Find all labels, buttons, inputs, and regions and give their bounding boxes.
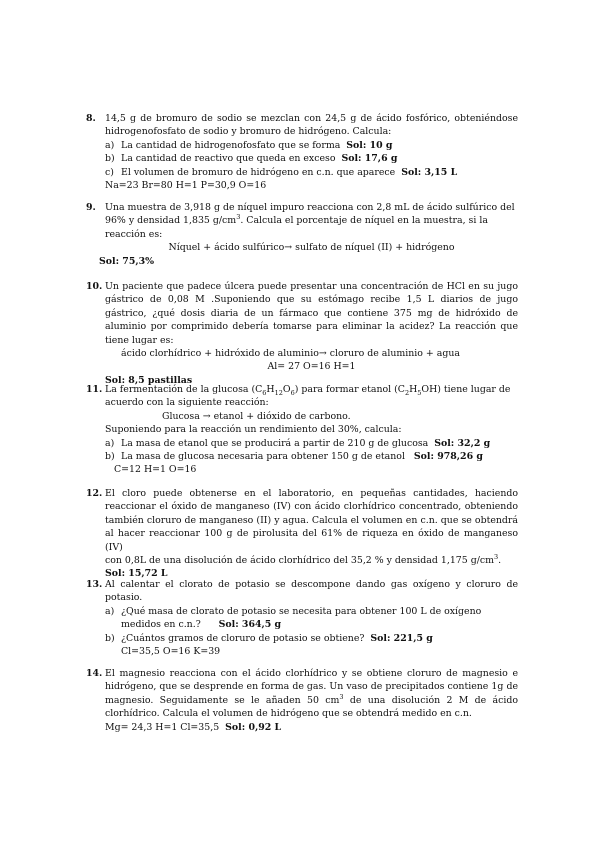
solution: Sol: 221,5 g	[370, 632, 433, 644]
solution: Sol: 15,72 L	[105, 568, 168, 580]
problem-statement: Al calentar el clorato de potasio se descompone dando gas oxígeno y cloruro de potasio.	[105, 579, 518, 604]
problem-statement-line: reacción es:	[105, 228, 163, 240]
problem-statement: Un paciente que padece úlcera puede presentar una concentración de HCl en su jugo gástrico de 0,08 M .Suponiendo que su estómago recibe 1,5 L diarios de jugo gástrico, ¿qué dosis diaria de un fármaco que contiene 375 mg de hidróxido de aluminio por comprimido debería tomarse para eliminar la acidez? La reacción que tiene lugar es:	[105, 281, 518, 346]
problem-number: 14.	[86, 668, 103, 679]
problem-statement-line: con 0,8L de una disolución de ácido clorhídrico del 35,2 % y densidad 1,175 $g/cm^3$.	[105, 552, 502, 567]
solution: Sol: 8,5 pastillas	[105, 374, 193, 386]
problem-statement-line: La fermentación de la glucosa $(C_6H_{12}O_6)$ para formar etanol $(C_2H_5OH)$ tiene lugar de	[105, 384, 511, 397]
atomic-masses: Al= 27 O=16 H=1	[267, 361, 356, 373]
solution: Sol: 0,92 L	[225, 721, 282, 733]
solution: Sol: 10 g	[346, 139, 393, 151]
atomic-masses: C=12 H=1 O=16	[114, 464, 197, 476]
problem-statement: El cloro puede obtenerse en el laboratorio, en pequeñas cantidades, haciendo reaccionar el óxido de manganeso (IV) con ácido clorhídrico concentrado, obteniendo también cloruro de manganeso (II) y agua. Calcula el volumen en c.n. que se obtendrá al hacer reaccionar 100 g de pirolusita del 61% de riqueza en óxido de manganeso (IV)	[105, 488, 518, 553]
problem-14	[86, 667, 518, 734]
solution: Sol: 17,6 g	[341, 153, 398, 165]
problem-11	[86, 383, 518, 477]
problem-statement-line: Una muestra de 3,918 g de níquel impuro reacciona con 2,8 mL de ácido sulfúrico del	[105, 202, 515, 213]
problem-number: 12.	[86, 488, 103, 499]
atomic-masses: Na=23 Br=80 H=1 P=30,9 O=16	[105, 180, 267, 192]
problem-number: 8.	[86, 113, 96, 124]
subquestion-a: a) La cantidad de hidrogenofosfato que se forma Sol: 10 g	[105, 139, 393, 151]
problem-9	[86, 201, 518, 268]
subquestion-b: b) La masa de glucosa necesaria para obtener 150 g de etanol Sol: 978,26 g	[105, 451, 483, 463]
problem-number: 13.	[86, 579, 103, 590]
solution: Sol: 364,5 g	[218, 619, 282, 631]
problem-13: 13. Al calentar el clorato de potasio se descompone dando gas oxígeno y cloruro de potasio. a) ¿Qué masa de clorato de potasio se necesita para obtener 100 L de oxígeno medidos en c.n.? Sol: 364,5 g b) ¿Cuántos gramos de cloruro de potasio se obtiene? Sol: 221,5 g Cl=35,5 O=16 K=39	[86, 579, 518, 658]
reaction-equation: Níquel + ácido sulfúrico→ sulfato de níquel (II) + hidrógeno	[168, 242, 455, 254]
problem-8	[86, 112, 518, 192]
subquestion-b: b) ¿Cuántos gramos de cloruro de potasio se obtiene? Sol: 221,5 g	[105, 632, 433, 644]
problem-statement: El magnesio reacciona con el ácido clorhídrico y se obtiene cloruro de magnesio e hidrógeno, que se desprende en forma de gas. Un vaso de precipitados contiene 1g de magnesio. Seguidamente se le añaden 50 $cm^3$ de una disolución 2 M de ácido clorhídrico. Calcula el volumen de hidrógeno que se obtendrá medido en c.n.	[105, 668, 518, 720]
solution: Sol: 3,15 L	[401, 166, 458, 178]
atomic-masses: Cl=35,5 O=16 K=39	[121, 646, 221, 658]
atomic-masses-and-solution: Mg= 24,3 H=1 Cl=35,5 Sol: 0,92 L	[105, 721, 282, 733]
reaction-equation: Glucosa → etanol + dióxido de carbono.	[162, 410, 351, 422]
problem-number: 11.	[86, 384, 103, 395]
problem-statement-line: acuerdo con la siguiente reacción:	[105, 397, 269, 409]
solution: Sol: 978,26 g	[413, 451, 483, 463]
problem-10	[86, 280, 518, 387]
yield-text: Suponiendo para la reacción un rendimiento del 30%, calcula:	[105, 424, 402, 436]
solution: Sol: 32,2 g	[434, 437, 491, 449]
subquestion-a: a) La masa de etanol que se producirá a partir de 210 g de glucosa Sol: 32,2 g	[105, 437, 491, 449]
subquestion-c: c) El volumen de bromuro de hidrógeno en c.n. que aparece Sol: 3,15 L	[105, 166, 458, 178]
reaction-equation: ácido clorhídrico + hidróxido de aluminio→ cloruro de aluminio + agua	[121, 348, 460, 360]
problem-12	[86, 487, 518, 581]
subquestion-a: a) ¿Qué masa de clorato de potasio se necesita para obtener 100 L de oxígeno	[105, 605, 482, 617]
problem-statement: 14,5 g de bromuro de sodio se mezclan con 24,5 g de ácido fosfórico, obteniéndose hidrogenofosfato de sodio y bromuro de hidrógeno. Calcula:	[105, 113, 518, 138]
solution: Sol: 75,3%	[99, 255, 155, 267]
problem-number: 9.	[86, 202, 96, 213]
problem-statement-line: 96% y densidad 1,835 $g/cm^3$. Calcula el porcentaje de níquel en la muestra, si la	[105, 213, 488, 227]
subquestion-b: b) La cantidad de reactivo que queda en exceso Sol: 17,6 g	[105, 153, 398, 165]
problem-number: 10.	[86, 281, 103, 292]
